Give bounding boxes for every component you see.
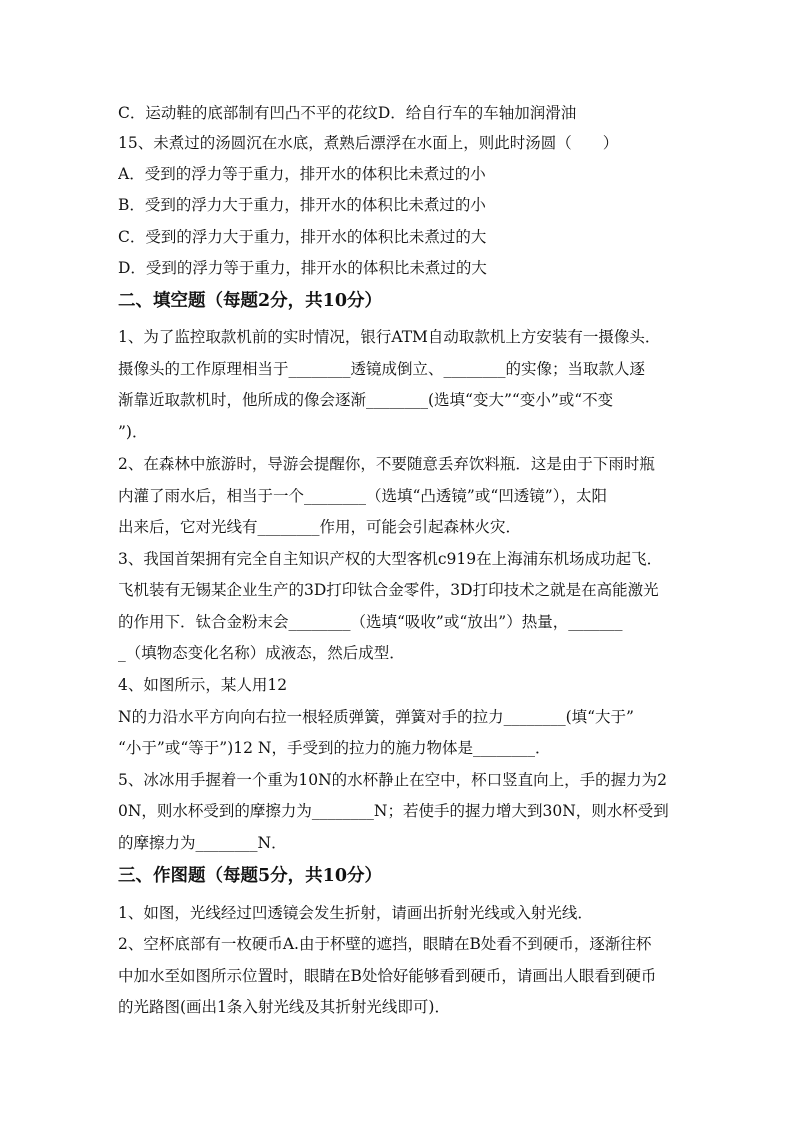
question-line: 4、如图所示，某人用12 [118, 676, 288, 694]
question-line: 1、如图，光线经过凹透镜会发生折射，请画出折射光线或入射光线． [118, 904, 593, 922]
question-line: 0N，则水杯受到的摩擦力为________N；若使手的握力增大到30N，则水杯受到 [118, 802, 669, 820]
question-line: 3、我国首架拥有完全自主知识产权的大型客机c919在上海浦东机场成功起飞． [118, 550, 663, 568]
option-line: C．受到的浮力大于重力，排开水的体积比未煮过的大 [118, 228, 487, 246]
question-line: “小于”或“等于”)12 N，手受到的拉力的施力物体是________． [118, 739, 551, 757]
question-line: 内灌了雨水后，相当于一个________（选填“凸透镜”或“凹透镜”），太阳 [118, 487, 607, 505]
question-line: 摄像头的工作原理相当于________透镜成倒立、________的实像；当取款人逐 [118, 360, 646, 378]
question-line: 出来后，它对光线有________作用，可能会引起森林火灾． [118, 518, 522, 536]
option-line: C．运动鞋的底部制有凹凸不平的花纹D．给自行车的车轴加润滑油 [118, 104, 577, 122]
question-line: N的力沿水平方向向右拉一根轻质弹簧，弹簧对手的拉力________(填“大于” [118, 708, 634, 726]
question-line: _（填物态变化名称）成液态，然后成型． [118, 644, 405, 662]
question-line: 飞机装有无锡某企业生产的3D打印钛合金零件，3D打印技术之就是在高能激光 [118, 581, 659, 599]
question-line: 2、空杯底部有一枚硬币A.由于杯壁的遮挡，眼睛在B处看不到硬币，逐渐往杯 [118, 935, 652, 953]
question-line: 的光路图(画出1条入射光线及其折射光线即可)． [118, 998, 450, 1016]
question-line: 2、在森林中旅游时，导游会提醒你，不要随意丢弃饮料瓶．这是由于下雨时瓶 [118, 455, 655, 473]
section-heading: 三、作图题（每题5分，共10分） [118, 866, 383, 886]
question-line: 渐靠近取款机时，他所成的像会逐渐________(选填“变大”“变小”或“不变 [118, 391, 614, 409]
question-line: 的摩擦力为________N． [118, 834, 287, 852]
question-line: ”)． [118, 423, 148, 441]
question-line: 5、冰冰用手握着一个重为10N的水杯静止在空中，杯口竖直向上，手的握力为2 [118, 771, 668, 789]
option-line: D．受到的浮力等于重力，排开水的体积比未煮过的大 [118, 259, 487, 277]
section-heading: 二、填空题（每题2分，共10分） [118, 291, 383, 311]
option-line: A．受到的浮力等于重力，排开水的体积比未煮过的小 [118, 165, 486, 183]
question-line: 15、未煮过的汤圆沉在水底，煮熟后漂浮在水面上，则此时汤圆（ ） [118, 134, 619, 152]
question-line: 1、为了监控取款机前的实时情况，银行ATM自动取款机上方安装有一摄像头． [118, 328, 661, 346]
question-line: 中加水至如图所示位置时，眼睛在B处恰好能够看到硬币，请画出人眼看到硬币 [118, 967, 657, 985]
question-line: 的作用下．钛合金粉末会________（选填“吸收”或“放出”）热量，_______ [118, 613, 623, 631]
option-line: B．受到的浮力大于重力，排开水的体积比未煮过的小 [118, 196, 486, 214]
